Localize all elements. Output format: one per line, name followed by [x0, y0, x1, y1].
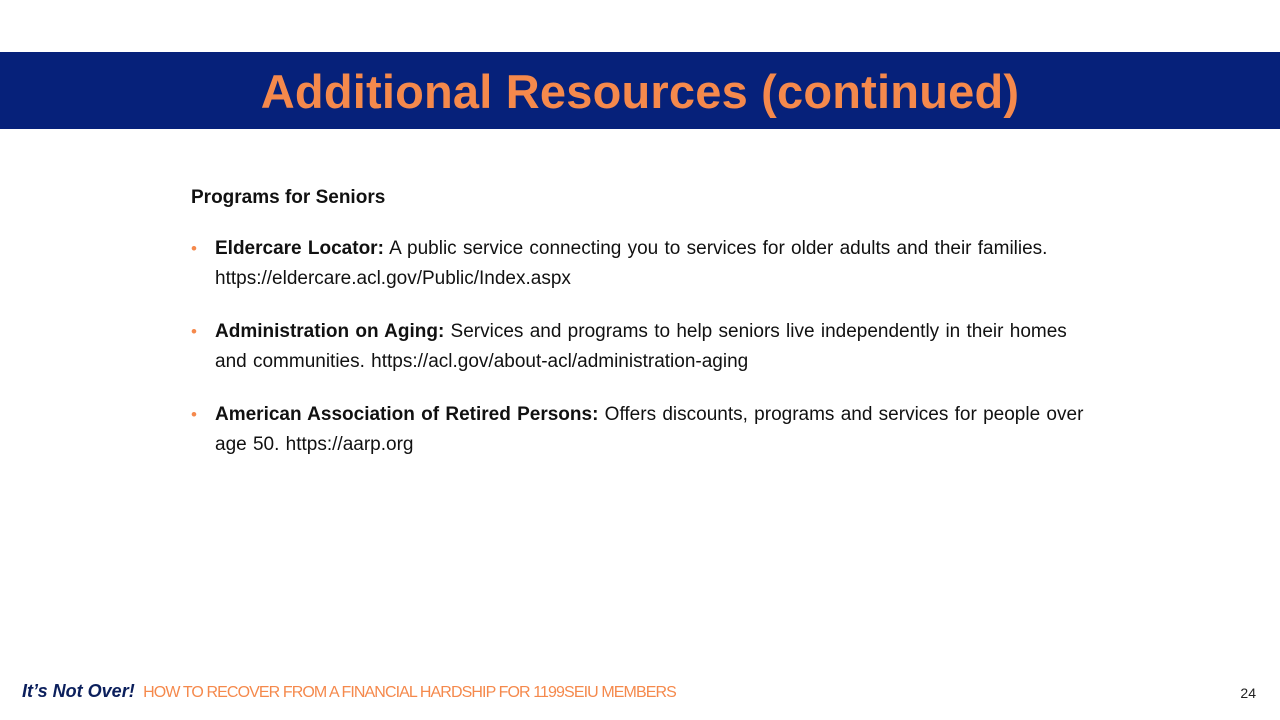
slide-title: Additional Resources (continued)	[260, 65, 1020, 118]
bullet-icon: •	[191, 239, 197, 258]
section-heading: Programs for Seniors	[191, 187, 386, 208]
title-bar	[0, 52, 1280, 129]
resource-item-aarp	[191, 400, 1091, 460]
footer-subtitle: HOW TO RECOVER FROM A FINANCIAL HARDSHIP FOR 1199SEIU MEMBERS	[143, 684, 676, 701]
resource-term: Eldercare Locator:	[215, 238, 384, 259]
resource-item-administration-on-aging	[191, 317, 1091, 377]
footer	[22, 681, 676, 702]
resource-description: Offers discounts, programs and services for people over age 50. https://aarp.org	[215, 404, 1084, 455]
resource-term: Administration on Aging:	[215, 321, 445, 342]
bullet-icon: •	[191, 405, 197, 424]
bullet-icon: •	[191, 322, 197, 341]
resource-item-eldercare-locator	[191, 234, 1091, 294]
resource-description: Services and programs to help seniors live independently in their homes and communities. https://acl.gov/about-acl/administration-aging	[215, 321, 1067, 372]
page-number: 24	[1240, 685, 1256, 701]
slide-content	[191, 185, 1091, 483]
resource-description: A public service connecting you to services for older adults and their families. https://eldercare.acl.gov/Public/Index.aspx	[215, 238, 1048, 289]
resource-list	[191, 234, 1091, 460]
footer-brand: It’s Not Over!	[22, 681, 135, 701]
resource-term: American Association of Retired Persons:	[215, 404, 599, 425]
